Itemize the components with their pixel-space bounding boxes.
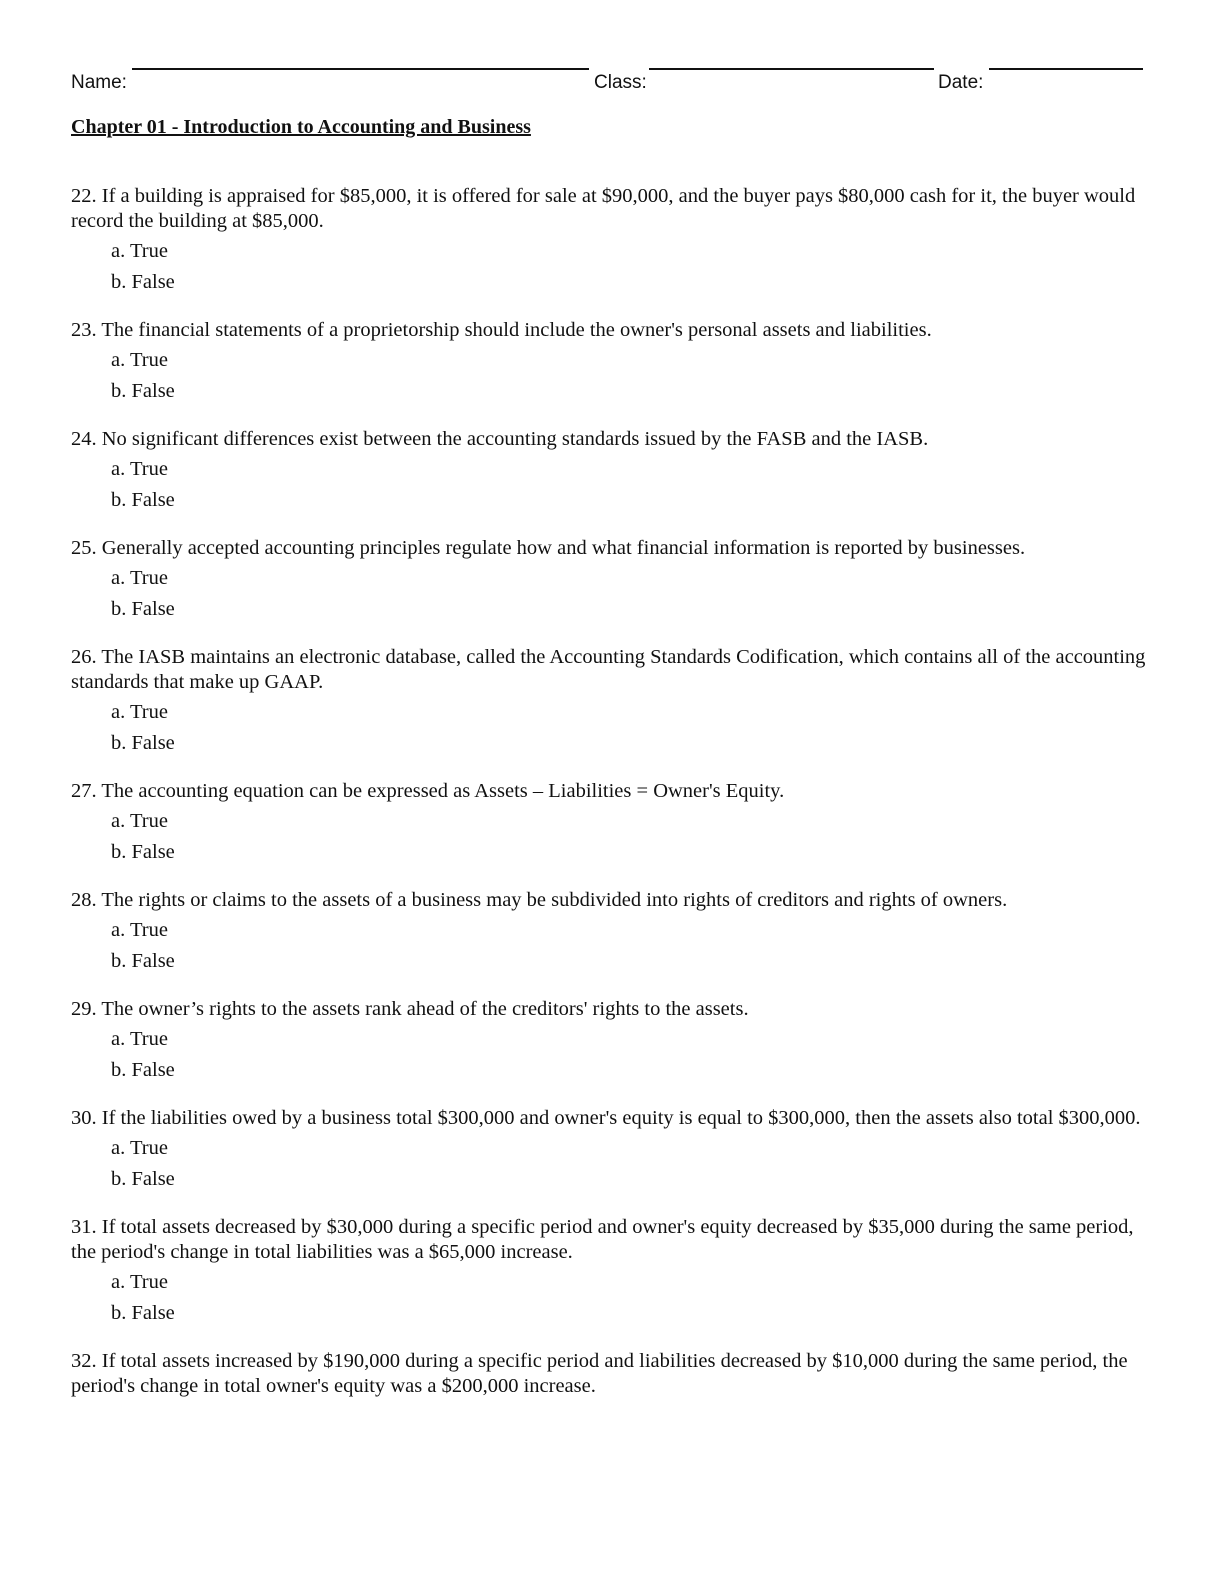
option-false: b. False (111, 1168, 175, 1190)
question-item (71, 779, 1146, 868)
option-true: a. True (111, 458, 168, 480)
option-true: a. True (111, 349, 168, 371)
option-true: a. True (111, 1271, 168, 1293)
answer-options (71, 1024, 1146, 1086)
page-bottom-margin (0, 1462, 1224, 1584)
option-false: b. False (111, 732, 175, 754)
answer-options (71, 345, 1146, 407)
answer-options (71, 915, 1146, 977)
question-item (71, 536, 1146, 625)
answer-options (71, 563, 1146, 625)
option-true: a. True (111, 1137, 168, 1159)
option-false: b. False (111, 841, 175, 863)
question-stem: 28. The rights or claims to the assets of a business may be subdivided into rights of creditors and rights of owners. (71, 889, 1008, 911)
option-false: b. False (111, 271, 175, 293)
option-false: b. False (111, 380, 175, 402)
name-blank-line (132, 68, 589, 70)
option-true: a. True (111, 919, 168, 941)
date-label: Date: (938, 72, 984, 93)
answer-options (71, 1267, 1146, 1329)
question-stem: 30. If the liabilities owed by a business total $300,000 and owner's equity is equal to $300,000, then the assets also total $300,000. (71, 1107, 1141, 1129)
option-true: a. True (111, 810, 168, 832)
option-true: a. True (111, 701, 168, 723)
answer-options (71, 454, 1146, 516)
question-stem: 32. If total assets increased by $190,000 during a specific period and liabilities decreased by $10,000 during the same period, the period's change in total owner's equity was a $200,000 increase. (71, 1350, 1128, 1397)
question-item (71, 1215, 1146, 1329)
option-false: b. False (111, 1059, 175, 1081)
question-stem: 31. If total assets decreased by $30,000 during a specific period and owner's equity decreased by $35,000 during the same period, the period's change in total liabilities was a $65,000 increase. (71, 1216, 1134, 1263)
question-stem: 24. No significant differences exist between the accounting standards issued by the FASB and the IASB. (71, 428, 929, 450)
option-true: a. True (111, 567, 168, 589)
question-stem: 27. The accounting equation can be expressed as Assets – Liabilities = Owner's Equity. (71, 780, 785, 802)
chapter-title: Chapter 01 - Introduction to Accounting and Business (71, 116, 531, 138)
answer-options (71, 1133, 1146, 1195)
question-stem: 23. The financial statements of a proprietorship should include the owner's personal assets and liabilities. (71, 319, 932, 341)
answer-options (71, 236, 1146, 298)
question-item (71, 888, 1146, 977)
name-label: Name: (71, 72, 127, 93)
option-false: b. False (111, 489, 175, 511)
question-stem: 26. The IASB maintains an electronic database, called the Accounting Standards Codification, which contains all of the accounting standards that make up GAAP. (71, 646, 1146, 693)
question-stem: 22. If a building is appraised for $85,000, it is offered for sale at $90,000, and the buyer pays $80,000 cash for it, the buyer would record the building at $85,000. (71, 185, 1136, 232)
option-true: a. True (111, 1028, 168, 1050)
question-item (71, 184, 1146, 298)
date-blank-line (989, 68, 1143, 70)
question-stem: 29. The owner’s rights to the assets rank ahead of the creditors' rights to the assets. (71, 998, 749, 1020)
question-item (71, 318, 1146, 407)
question-item (71, 1106, 1146, 1195)
class-blank-line (649, 68, 934, 70)
student-info-header (71, 70, 1143, 96)
answer-options (71, 697, 1146, 759)
question-stem: 25. Generally accepted accounting principles regulate how and what financial information is reported by businesses. (71, 537, 1026, 559)
option-true: a. True (111, 240, 168, 262)
answer-options (71, 806, 1146, 868)
question-list (71, 184, 1146, 1399)
option-false: b. False (111, 598, 175, 620)
question-item (71, 997, 1146, 1086)
option-false: b. False (111, 950, 175, 972)
question-item (71, 427, 1146, 516)
option-false: b. False (111, 1302, 175, 1324)
class-label: Class: (594, 72, 647, 93)
question-item (71, 645, 1146, 759)
question-item (71, 1349, 1146, 1399)
